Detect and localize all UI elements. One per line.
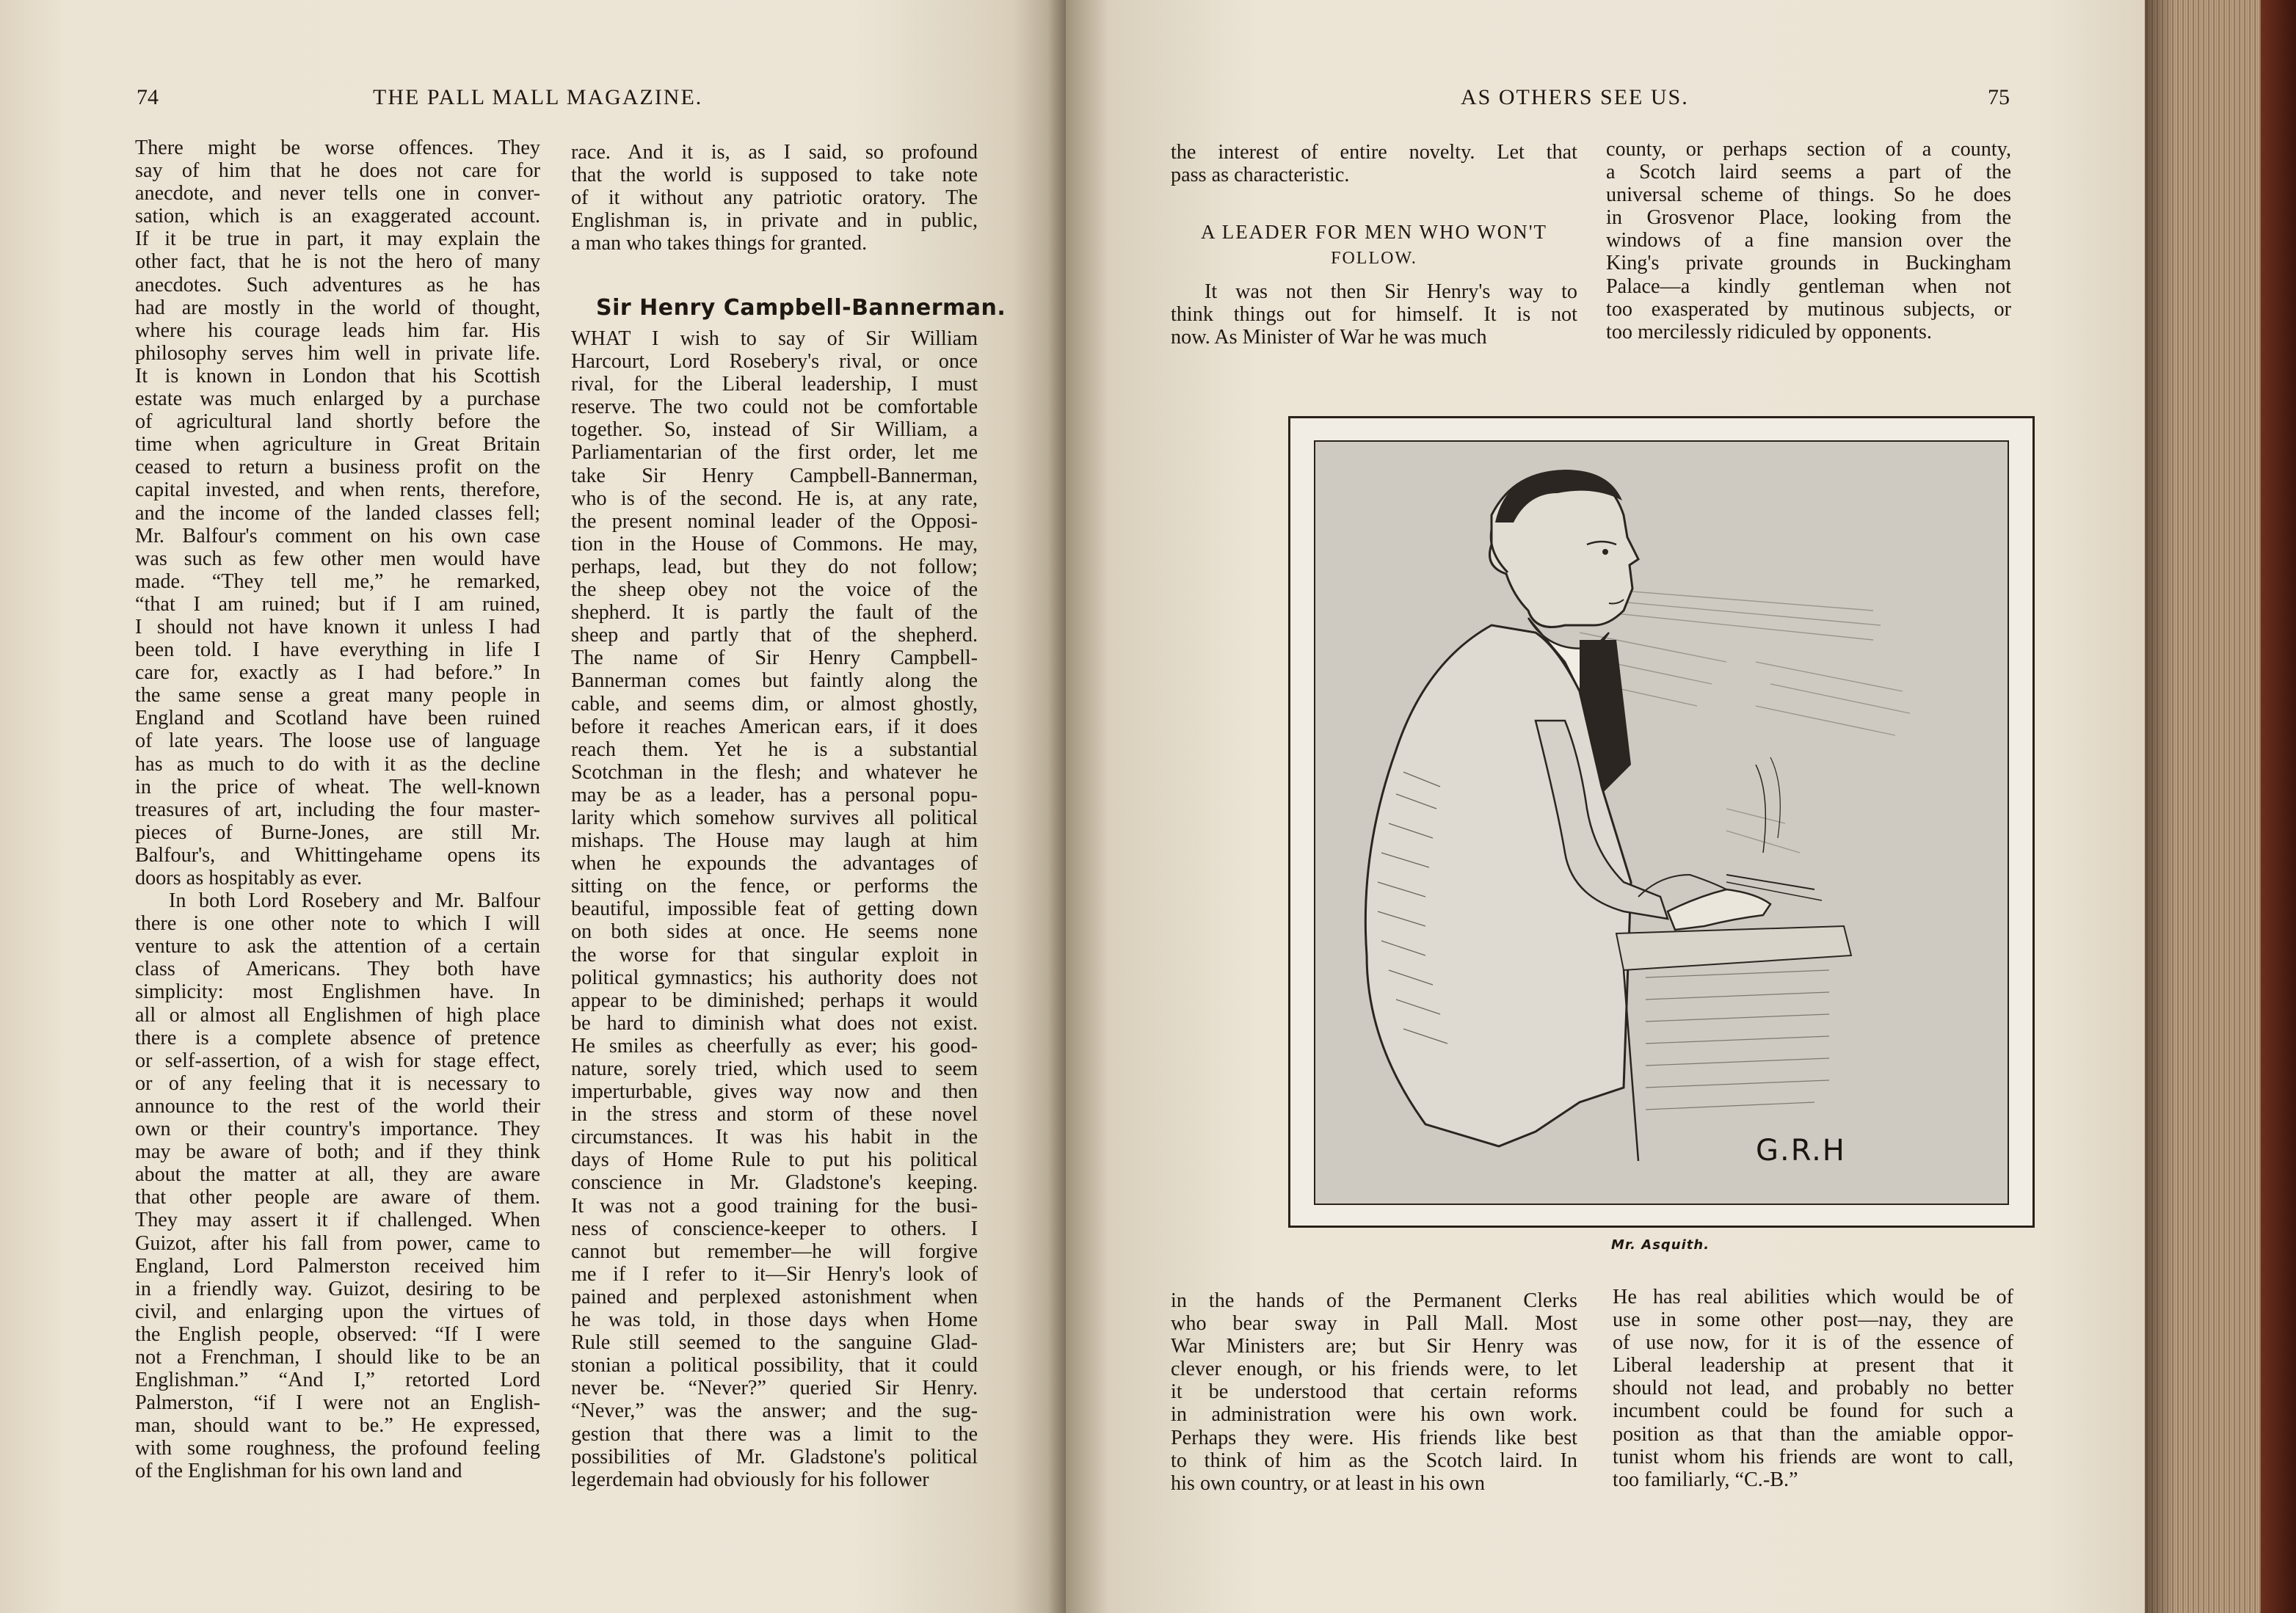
text-line: made. “They tell me,” he remarked,	[135, 569, 540, 593]
text-line: universal scheme of things. So he does	[1606, 183, 2011, 207]
text-line: gestion that there was a limit to the	[571, 1422, 978, 1446]
text-line: “that I am ruined; but if I am ruined,	[135, 592, 540, 616]
text-line: I should not have known it unless I had	[135, 615, 540, 638]
text-line: who bear sway in Pall Mall. Most	[1171, 1312, 1577, 1336]
text-line: appear to be diminished; perhaps it would	[571, 988, 978, 1012]
text-line: say of him that he does not care for	[135, 159, 540, 183]
text-line: think things out for himself. It is not	[1171, 303, 1577, 327]
text-line: WHAT I wish to say of Sir William	[571, 327, 978, 350]
text-line: together. So, instead of Sir William, a	[571, 418, 978, 442]
text-line: Scotchman in the flesh; and whatever he	[571, 760, 978, 784]
text-line: the same sense a great many people in	[135, 684, 540, 707]
text-line: who is of the second. He is, at any rate,	[571, 487, 978, 510]
text-line: of the Englishman for his own land and	[135, 1460, 462, 1483]
text-line: If it be true in part, it may explain the	[135, 227, 540, 251]
text-line: anecdotes. Such adventures as he has	[135, 273, 540, 296]
text-line: the worse for that singular exploit in	[571, 943, 978, 966]
left-page-column-2-body	[571, 327, 978, 1491]
right-page-column-2-bottom	[1613, 1286, 2013, 1491]
text-line: county, or perhaps section of a county,	[1606, 138, 2011, 161]
text-line: in the price of wheat. The well-known	[135, 775, 540, 798]
text-line: incumbent could be found for such a	[1613, 1399, 2013, 1423]
text-line: not a Frenchman, I should like to be an	[135, 1345, 540, 1369]
text-line: Liberal leadership at present that it	[1613, 1354, 2013, 1377]
text-line: War Ministers are; but Sir Henry was	[1171, 1335, 1577, 1358]
text-line: the sheep obey not the voice of the	[571, 578, 978, 602]
text-line: time when agriculture in Great Britain	[135, 433, 540, 456]
text-line: a man who takes things for granted.	[571, 232, 868, 255]
text-line: all or almost all Englishmen of high place	[135, 1003, 540, 1027]
text-line: legerdemain had obviously for his follower	[571, 1468, 929, 1491]
text-line: larity which somehow survives all political	[571, 806, 978, 829]
text-line: where his courage leads him far. His	[135, 318, 540, 342]
book-cover-edge	[2261, 0, 2296, 1613]
text-line: philosophy serves him well in private life.	[135, 341, 540, 365]
text-line: ness of conscience-keeper to others. I	[571, 1217, 978, 1240]
text-line: Englishman is, in private and in public,	[571, 209, 978, 233]
text-line: clever enough, or his friends were, to let	[1171, 1358, 1577, 1381]
text-line: tunist whom his friends are wont to call,	[1613, 1445, 2013, 1468]
text-line: sitting on the fence, or performs the	[571, 875, 978, 898]
text-line: civil, and enlarging upon the virtues of	[135, 1300, 540, 1323]
text-line: perhaps, lead, but they do not follow;	[571, 555, 978, 578]
text-line: King's private grounds in Buckingham	[1606, 252, 2011, 275]
text-line: be hard to diminish what does not exist.	[571, 1011, 978, 1035]
artist-signature: G.R.H	[1756, 1134, 1846, 1168]
text-line: pass as characteristic.	[1171, 164, 1350, 187]
text-line: cannot but remember—he will forgive	[571, 1239, 978, 1263]
text-line: He has real abilities which would be of	[1613, 1286, 2013, 1308]
right-page-column-2-top	[1606, 138, 2011, 343]
text-line: in administration were his own work.	[1171, 1403, 1577, 1427]
text-line: Perhaps they were. His friends like best	[1171, 1426, 1577, 1449]
text-line: there is a complete absence of pretence	[135, 1026, 540, 1049]
text-line: reach them. Yet he is a substantial	[571, 738, 978, 761]
subheading-line-2: FOLLOW.	[1331, 249, 1417, 268]
text-line: own or their country's importance. They	[135, 1118, 540, 1141]
text-line: There might be worse offences. They	[135, 136, 540, 159]
page-number-left: 74	[137, 85, 159, 109]
illustration-caption: Mr. Asquith.	[1610, 1237, 1710, 1253]
text-line: of use now, for it is of the essence of	[1613, 1331, 2013, 1355]
subheading-line-1: A LEADER FOR MEN WHO WON'T	[1200, 221, 1548, 243]
text-line: there is one other note to which I will	[135, 912, 540, 936]
text-line: when he expounds the advantages of	[571, 852, 978, 875]
text-line: and the income of the landed classes fell;	[135, 501, 540, 525]
text-line: it be understood that certain reforms	[1171, 1380, 1577, 1404]
text-line: may be as a leader, has a personal popu-	[571, 783, 978, 806]
text-line: had are mostly in the world of thought,	[135, 296, 540, 319]
text-line: that other people are aware of them.	[135, 1186, 540, 1209]
text-line: Parliamentarian of the first order, let me	[571, 441, 978, 465]
page-number-right: 75	[1988, 85, 2010, 109]
text-line: the interest of entire novelty. Let that	[1171, 141, 1577, 164]
text-line: treasures of art, including the four master-	[135, 798, 540, 821]
text-line: In both Lord Rosebery and Mr. Balfour	[169, 889, 540, 913]
text-line: windows of a fine mansion over the	[1606, 229, 2011, 252]
text-line: pieces of Burne-Jones, are still Mr.	[135, 820, 540, 844]
text-line: of late years. The loose use of language	[135, 729, 540, 753]
text-line: conscience in Mr. Gladstone's keeping.	[571, 1171, 978, 1195]
portrait-sketch	[1314, 440, 2009, 1205]
text-line: announce to the rest of the world their	[135, 1094, 540, 1118]
illustration-frame	[1288, 416, 2035, 1228]
text-line: political gymnastics; his authority does not	[571, 966, 978, 989]
text-line: or of any feeling that it is necessary to	[135, 1071, 540, 1095]
text-line: cable, and seems dim, or almost ghostly,	[571, 692, 978, 716]
left-page-column-1	[135, 136, 540, 1483]
text-line: It was not then Sir Henry's way to	[1205, 280, 1577, 303]
text-line: shepherd. It is partly the fault of the	[571, 601, 978, 625]
text-line: should not lead, and probably no better	[1613, 1377, 2013, 1400]
text-line: nature, sorely tried, which used to seem	[571, 1057, 978, 1080]
text-line: tion in the House of Commons. He may,	[571, 532, 978, 556]
text-line: Palace—a kindly gentleman when not	[1606, 274, 2011, 298]
text-line: of it without any patriotic oratory. The	[571, 186, 978, 210]
text-line: ceased to return a business profit on the	[135, 456, 540, 479]
text-line: use in some other post—nay, they are	[1613, 1308, 2013, 1332]
text-line: reserve. The two could not be comfortable	[571, 396, 978, 419]
text-line: position as that than the amiable oppor-	[1613, 1422, 2013, 1446]
right-page-column-1-top	[1171, 141, 1577, 186]
text-line: before it reaches American ears, if it does	[571, 715, 978, 738]
text-line: that the world is supposed to take note	[571, 164, 978, 187]
text-line: Palmerston, “if I were not an English-	[135, 1391, 540, 1415]
text-line: with some roughness, the profound feeling	[135, 1437, 540, 1460]
text-line: may be aware of both; and if they think	[135, 1140, 540, 1164]
text-line: The name of Sir Henry Campbell-	[571, 647, 978, 670]
text-line: take Sir Henry Campbell-Bannerman,	[571, 464, 978, 487]
text-line: days of Home Rule to put his political	[571, 1148, 978, 1172]
text-line: venture to ask the attention of a certain	[135, 935, 540, 958]
text-line: Guizot, after his fall from power, came to	[135, 1231, 540, 1255]
text-line: imperturbable, gives way now and then	[571, 1080, 978, 1104]
text-line: a Scotch laird seems a part of the	[1606, 161, 2011, 184]
text-line: too exasperated by mutinous subjects, or	[1606, 297, 2011, 321]
text-line: too familiarly, “C.-B.”	[1613, 1468, 1798, 1491]
text-line: estate was much enlarged by a purchase	[135, 387, 540, 411]
left-page-column-2-top	[571, 141, 978, 255]
text-line: the present nominal leader of the Opposi-	[571, 509, 978, 533]
text-line: in a friendly way. Guizot, desiring to be	[135, 1277, 540, 1300]
text-line: stonian a political possibility, that it could	[571, 1354, 978, 1377]
text-line: now. As Minister of War he was much	[1171, 326, 1487, 349]
text-line: Englishman.” “And I,” retorted Lord	[135, 1369, 540, 1392]
text-line: They may assert it if challenged. When	[135, 1209, 540, 1232]
right-page-column-1-bottom	[1171, 1289, 1577, 1495]
left-page	[0, 0, 1066, 1613]
running-head-right: AS OTHERS SEE US.	[1461, 85, 1689, 109]
text-line: Mr. Balfour's comment on his own case	[135, 524, 540, 547]
text-line: he was told, in those days when Home	[571, 1308, 978, 1332]
text-line: capital invested, and when rents, therefore,	[135, 478, 540, 502]
right-page-column-1-after-heading	[1171, 280, 1577, 349]
text-line: mishaps. The House may laugh at him	[571, 829, 978, 853]
text-line: simplicity: most Englishmen have. In	[135, 980, 540, 1004]
text-line: in the hands of the Permanent Clerks	[1171, 1289, 1577, 1312]
text-line: his own country, or at least in his own	[1171, 1471, 1485, 1495]
text-line: has as much to do with it as the decline	[135, 752, 540, 776]
text-line: in the stress and storm of these novel	[571, 1103, 978, 1126]
text-line: on both sides at once. He seems none	[571, 920, 978, 944]
text-line: It is known in London that his Scottish	[135, 364, 540, 387]
text-line: about the matter at all, they are aware	[135, 1163, 540, 1187]
section-title: Sir Henry Campbell-Bannerman.	[596, 295, 1006, 321]
portrait-drawing	[1315, 442, 2008, 1204]
text-line: Rule still seemed to the sanguine Glad-	[571, 1331, 978, 1355]
running-head-left: THE PALL MALL MAGAZINE.	[373, 85, 703, 109]
text-line: to think of him as the Scotch laird. In	[1171, 1449, 1577, 1472]
text-line: sheep and partly that of the shepherd.	[571, 624, 978, 647]
text-line: been told. I have everything in life I	[135, 638, 540, 662]
text-line: of agricultural land shortly before the	[135, 410, 540, 434]
text-line: or self-assertion, of a wish for stage effect,	[135, 1049, 540, 1072]
text-line: class of Americans. They both have	[135, 958, 540, 981]
text-line: Balfour's, and Whittingehame opens its	[135, 843, 540, 867]
text-line: race. And it is, as I said, so profound	[571, 141, 978, 164]
text-line: me if I refer to it—Sir Henry's look of	[571, 1262, 978, 1286]
text-line: “Never,” was the answer; and the sug-	[571, 1399, 978, 1423]
text-line: the English people, observed: “If I were	[135, 1322, 540, 1346]
text-line: in Grosvenor Place, looking from the	[1606, 206, 2011, 230]
text-line: was such as few other men would have	[135, 547, 540, 570]
text-line: sation, which is an exaggerated account.	[135, 205, 540, 228]
text-line: England, Lord Palmerston received him	[135, 1254, 540, 1278]
text-line: beautiful, impossible feat of getting down	[571, 897, 978, 921]
text-line: circumstances. It was his habit in the	[571, 1126, 978, 1149]
text-line: rival, for the Liberal leadership, I must	[571, 373, 978, 396]
text-line: England and Scotland have been ruined	[135, 707, 540, 730]
text-line: possibilities of Mr. Gladstone's political	[571, 1445, 978, 1468]
text-line: pained and perplexed astonishment when	[571, 1285, 978, 1308]
text-line: never be. “Never?” queried Sir Henry.	[571, 1377, 978, 1400]
text-line: too mercilessly ridiculed by opponents.	[1606, 320, 1932, 343]
text-line: man, should want to be.” He expressed,	[135, 1414, 540, 1438]
text-line: care for, exactly as I had before.” In	[135, 661, 540, 685]
text-line: Harcourt, Lord Rosebery's rival, or once	[571, 350, 978, 374]
text-line: It was not a good training for the busi-	[571, 1194, 978, 1217]
text-line: other fact, that he is not the hero of many	[135, 250, 540, 274]
text-line: Bannerman comes but faintly along the	[571, 669, 978, 693]
text-line: anecdote, and never tells one in conver-	[135, 182, 540, 205]
text-line: doors as hospitably as ever.	[135, 867, 363, 889]
text-line: He smiles as cheerfully as ever; his good-	[571, 1034, 978, 1057]
